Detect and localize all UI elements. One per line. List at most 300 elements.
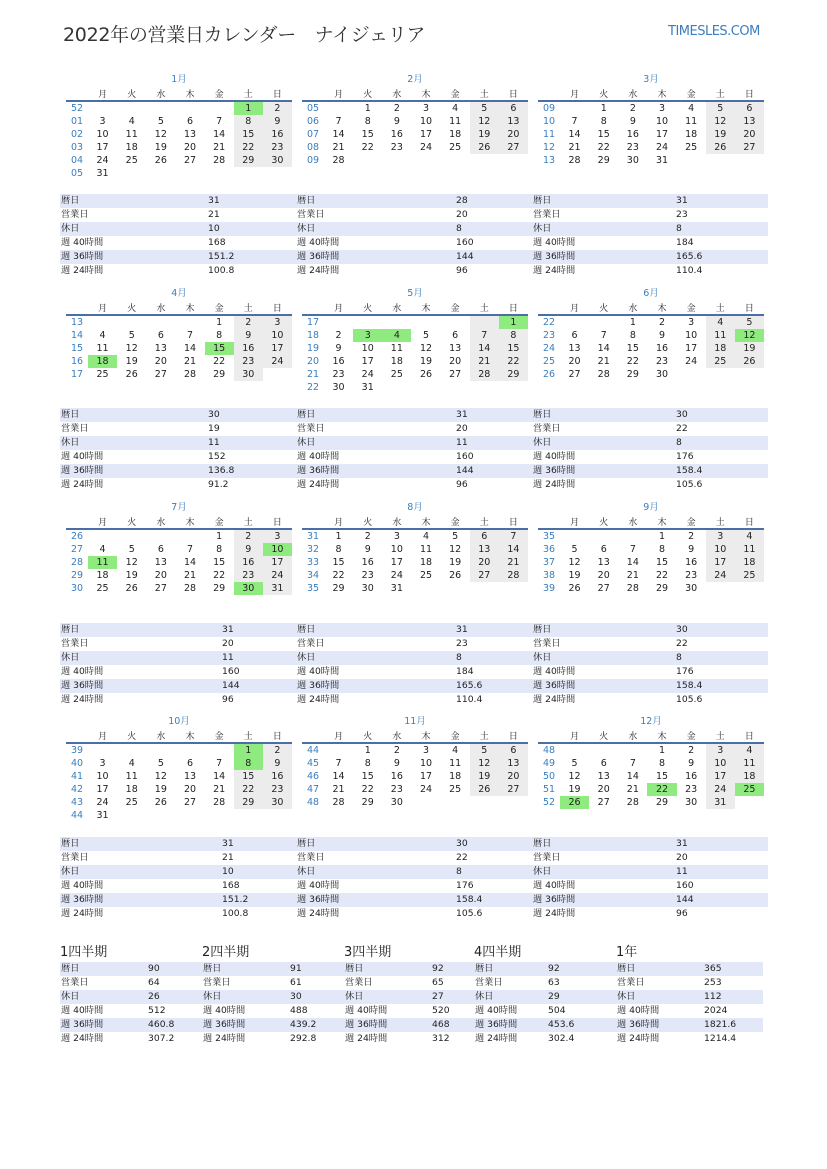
day-cell: 10 [685, 330, 698, 341]
day-cell: 28 [332, 797, 345, 808]
day-cell: 20 [568, 356, 581, 367]
day-cell: 16 [263, 128, 292, 141]
week-number-header [538, 87, 560, 101]
week-row [66, 154, 292, 167]
empty-cell [499, 796, 528, 809]
day-cell: 4 [99, 330, 106, 341]
stat-value: 8 [675, 436, 768, 450]
weekday-header: 日 [263, 729, 292, 743]
day-cell: 15 [332, 557, 345, 568]
stat-row [532, 478, 768, 492]
weekday-header: 月 [88, 87, 117, 101]
day-cell: 5 [157, 116, 164, 127]
stat-value: 136.8 [207, 464, 296, 478]
month-name: 10月 [168, 716, 190, 727]
day-cell: 14 [626, 771, 639, 782]
stat-row [296, 250, 532, 264]
week-row [538, 556, 764, 569]
day-cell: 17 [706, 770, 735, 783]
stat-value: 176 [675, 665, 768, 679]
empty-cell [470, 154, 499, 167]
day-cell: 1 [364, 103, 371, 114]
stat-label: 週 40時間 [296, 236, 455, 250]
stat-label: 営業日 [616, 976, 703, 990]
day-cell: 18 [390, 356, 403, 367]
empty-cell [88, 315, 117, 329]
empty-cell [117, 315, 146, 329]
stat-value: 504 [547, 1004, 621, 1018]
stat-value: 165.6 [675, 250, 768, 264]
week-row [538, 101, 764, 115]
day-cell: 29 [213, 369, 226, 380]
day-cell: 28 [597, 369, 610, 380]
week-number-header [66, 515, 88, 529]
day-cell: 13 [470, 543, 499, 556]
stat-value: 23 [675, 208, 768, 222]
month-stats [296, 623, 532, 707]
day-cell: 20 [183, 142, 197, 153]
day-cell: 20 [154, 570, 167, 581]
day-cell: 12 [125, 557, 138, 568]
stat-label: 休日 [296, 436, 455, 450]
stat-label: 週 40時間 [474, 1004, 547, 1018]
stat-label: 週 36時間 [60, 1018, 147, 1032]
quarter-title: 1四半期 [60, 945, 108, 960]
empty-cell [263, 368, 292, 381]
day-cell: 18 [706, 342, 735, 355]
weekday-header: 水 [382, 301, 411, 315]
day-cell: 27 [470, 569, 499, 582]
week-number: 29 [71, 570, 84, 581]
week-row [538, 796, 764, 809]
site-logo[interactable]: TIMESLES.COM [668, 24, 760, 39]
stat-value: 65 [431, 976, 491, 990]
stat-row [60, 236, 296, 250]
week-row [302, 796, 528, 809]
empty-cell [263, 167, 292, 180]
stat-row [532, 907, 768, 921]
stat-label: 暦日 [296, 194, 455, 208]
empty-cell [88, 529, 117, 543]
day-cell: 5 [157, 758, 164, 769]
stat-row [296, 893, 532, 907]
quarter-block [60, 944, 207, 1046]
day-cell: 9 [263, 115, 292, 128]
stat-value: 168 [221, 879, 296, 893]
stat-row [60, 194, 296, 208]
stat-label: 休日 [296, 651, 455, 665]
stat-value: 292.8 [289, 1032, 349, 1046]
day-cell: 17 [361, 356, 374, 367]
week-number-header [538, 301, 560, 315]
stat-label: 休日 [616, 990, 703, 1004]
stat-label: 週 36時間 [296, 893, 455, 907]
stat-label: 休日 [60, 651, 221, 665]
week-number: 41 [71, 771, 84, 782]
quarter-stats [60, 962, 207, 1046]
week-row [66, 582, 292, 595]
day-cell: 25 [706, 355, 735, 368]
day-cell: 20 [597, 570, 610, 581]
quarter-block [616, 944, 763, 1046]
empty-cell [117, 743, 146, 757]
week-number: 19 [307, 343, 320, 354]
day-cell: 24 [706, 569, 735, 582]
month-name: 8月 [407, 502, 423, 513]
day-cell: 6 [470, 529, 499, 543]
month-table [538, 87, 764, 167]
stat-value: 20 [221, 637, 296, 651]
stat-value: 144 [675, 893, 768, 907]
day-cell: 2 [335, 330, 342, 341]
weekday-header: 土 [234, 729, 263, 743]
stat-label: 暦日 [296, 837, 455, 851]
day-cell: 7 [335, 116, 342, 127]
week-row [66, 167, 292, 180]
month-name: 1月 [171, 74, 187, 85]
day-cell: 29 [626, 369, 639, 380]
stat-value: 92 [547, 962, 621, 976]
weekday-header: 土 [706, 515, 735, 529]
week-number: 37 [543, 557, 556, 568]
week-row [66, 141, 292, 154]
stat-value: 176 [675, 450, 768, 464]
day-cell: 21 [470, 355, 499, 368]
stat-label: 暦日 [474, 962, 547, 976]
stat-row [474, 962, 621, 976]
day-cell: 28 [499, 569, 528, 582]
stat-value: 30 [207, 408, 296, 422]
stat-row [60, 679, 296, 693]
stat-row [296, 408, 532, 422]
stat-row [60, 436, 296, 450]
stat-row [616, 1018, 763, 1032]
day-cell: 9 [263, 757, 292, 770]
week-row [302, 101, 528, 115]
day-cell: 12 [735, 329, 764, 342]
day-cell: 15 [655, 771, 669, 782]
day-cell: 24 [263, 569, 292, 582]
weekday-header: 金 [677, 301, 706, 315]
weekday-header: 水 [146, 301, 175, 315]
empty-cell [411, 315, 440, 329]
stat-row [60, 990, 207, 1004]
weekday-header: 日 [499, 301, 528, 315]
day-cell: 4 [452, 745, 459, 756]
weekday-header: 木 [175, 87, 204, 101]
day-cell: 14 [332, 129, 345, 140]
stat-row [60, 450, 296, 464]
day-cell: 10 [419, 116, 433, 127]
stat-value: 30 [289, 990, 349, 1004]
day-cell: 29 [499, 368, 528, 381]
stat-label: 週 40時間 [60, 665, 221, 679]
day-cell: 19 [419, 356, 433, 367]
empty-cell [441, 315, 470, 329]
week-row [66, 809, 292, 822]
week-number: 02 [71, 129, 84, 140]
week-number: 48 [543, 745, 556, 756]
day-cell: 12 [154, 771, 167, 782]
month-table [302, 301, 528, 394]
empty-cell [205, 743, 234, 757]
month-table [66, 515, 292, 595]
day-cell: 26 [154, 797, 167, 808]
month-table [66, 729, 292, 822]
day-cell: 5 [470, 743, 499, 757]
stat-label: 休日 [532, 865, 675, 879]
day-cell: 18 [449, 771, 462, 782]
week-number-header [66, 87, 88, 101]
weekday-header: 日 [499, 729, 528, 743]
weekday-header: 日 [735, 87, 764, 101]
stat-value: 307.2 [147, 1032, 207, 1046]
day-cell: 24 [263, 355, 292, 368]
day-cell: 24 [419, 142, 433, 153]
day-cell: 18 [125, 142, 138, 153]
week-number: 33 [307, 557, 320, 568]
day-cell: 23 [361, 570, 374, 581]
day-cell: 17 [263, 556, 292, 569]
empty-cell [499, 582, 528, 595]
week-row [66, 556, 292, 569]
stat-row [532, 665, 768, 679]
weekday-header: 火 [589, 515, 618, 529]
day-cell: 3 [422, 745, 430, 756]
week-number: 16 [71, 356, 84, 367]
day-cell: 29 [655, 797, 669, 808]
day-cell: 10 [263, 543, 292, 556]
day-cell: 23 [685, 784, 698, 795]
day-cell: 20 [154, 356, 167, 367]
day-cell: 13 [597, 771, 610, 782]
day-cell: 4 [688, 103, 695, 114]
day-cell: 16 [390, 771, 403, 782]
empty-cell [234, 167, 263, 180]
weekday-header: 水 [618, 515, 647, 529]
day-cell: 11 [685, 116, 698, 127]
weekday-header: 木 [647, 301, 676, 315]
day-cell: 31 [361, 382, 374, 393]
day-cell: 3 [353, 329, 382, 342]
stat-row [532, 222, 768, 236]
stat-label: 休日 [202, 990, 289, 1004]
day-cell: 21 [568, 142, 581, 153]
day-cell: 25 [125, 797, 138, 808]
day-cell: 27 [449, 369, 462, 380]
day-cell: 4 [382, 329, 411, 342]
stat-row [60, 422, 296, 436]
day-cell: 25 [96, 583, 109, 594]
month-name: 7月 [171, 502, 187, 513]
empty-cell [560, 743, 589, 757]
day-cell: 17 [96, 142, 109, 153]
month-calendar [66, 73, 292, 180]
week-number: 52 [543, 797, 556, 808]
day-cell: 16 [655, 343, 669, 354]
week-number: 51 [543, 784, 556, 795]
day-cell: 30 [685, 797, 698, 808]
stat-row [296, 464, 532, 478]
stat-value: 20 [455, 208, 532, 222]
stat-label: 週 24時間 [532, 693, 675, 707]
day-cell: 3 [422, 103, 430, 114]
day-cell: 20 [597, 784, 610, 795]
weekday-header: 月 [560, 729, 589, 743]
weekday-header: 日 [735, 301, 764, 315]
empty-cell [411, 154, 440, 167]
day-cell: 21 [332, 142, 345, 153]
month-name: 11月 [404, 716, 426, 727]
weekday-header: 金 [205, 515, 234, 529]
stat-label: 週 40時間 [296, 879, 455, 893]
day-cell: 8 [234, 115, 263, 128]
day-cell: 8 [499, 329, 528, 342]
week-number: 27 [71, 544, 84, 555]
stat-label: 暦日 [60, 623, 221, 637]
stat-label: 休日 [474, 990, 547, 1004]
weekday-header: 木 [175, 729, 204, 743]
month-calendar [66, 715, 292, 822]
stat-value: 31 [207, 194, 296, 208]
week-number-header [302, 729, 324, 743]
day-cell: 13 [568, 343, 581, 354]
day-cell: 15 [205, 342, 234, 355]
day-cell: 5 [735, 315, 764, 329]
day-cell: 26 [568, 583, 581, 594]
week-number: 49 [543, 758, 556, 769]
day-cell: 18 [735, 556, 764, 569]
day-cell: 5 [422, 330, 430, 341]
day-cell: 16 [234, 556, 263, 569]
stat-row [60, 865, 296, 879]
month-name: 9月 [643, 502, 659, 513]
day-cell: 6 [600, 544, 607, 555]
stat-row [60, 408, 296, 422]
week-row [538, 582, 764, 595]
weekday-header: 月 [324, 515, 353, 529]
day-cell: 11 [390, 343, 403, 354]
week-row [302, 582, 528, 595]
day-cell: 4 [128, 758, 135, 769]
day-cell: 22 [234, 141, 263, 154]
stat-row [296, 436, 532, 450]
day-cell: 3 [99, 116, 106, 127]
weekday-header: 木 [647, 515, 676, 529]
week-number: 09 [307, 155, 320, 166]
stat-value: 160 [675, 879, 768, 893]
stat-value: 151.2 [207, 250, 296, 264]
week-row [538, 529, 764, 543]
day-cell: 11 [125, 771, 138, 782]
week-number: 18 [307, 330, 320, 341]
week-row [538, 757, 764, 770]
day-cell: 13 [183, 771, 197, 782]
day-cell: 29 [332, 583, 345, 594]
stat-label: 週 36時間 [60, 250, 207, 264]
stat-label: 週 24時間 [296, 478, 455, 492]
stat-label: 営業日 [60, 208, 207, 222]
month-calendar [66, 501, 292, 595]
stat-row [532, 264, 768, 278]
month-table [66, 87, 292, 180]
stat-value: 30 [675, 623, 768, 637]
day-cell: 25 [449, 142, 462, 153]
day-cell: 20 [470, 556, 499, 569]
stat-label: 休日 [532, 436, 675, 450]
day-cell: 7 [216, 116, 223, 127]
day-cell: 10 [390, 544, 403, 555]
stat-value: 11 [207, 436, 296, 450]
day-cell: 5 [470, 101, 499, 115]
week-number: 14 [71, 330, 84, 341]
day-cell: 23 [234, 355, 263, 368]
empty-cell [589, 529, 618, 543]
stat-row [60, 837, 296, 851]
stat-value: 100.8 [207, 264, 296, 278]
week-number: 48 [307, 797, 320, 808]
weekday-header: 金 [205, 729, 234, 743]
week-row [302, 342, 528, 355]
weekday-header: 金 [677, 729, 706, 743]
empty-cell [560, 315, 589, 329]
stat-row [60, 250, 296, 264]
day-cell: 22 [655, 570, 669, 581]
stat-label: 週 36時間 [474, 1018, 547, 1032]
stat-row [60, 1032, 207, 1046]
stat-label: 暦日 [344, 962, 431, 976]
stat-label: 週 36時間 [202, 1018, 289, 1032]
stat-row [616, 962, 763, 976]
day-cell: 30 [361, 583, 374, 594]
week-row [538, 543, 764, 556]
quarter-block [474, 944, 621, 1046]
month-calendar [538, 287, 764, 381]
stat-value: 110.4 [455, 693, 532, 707]
stat-value: 31 [221, 837, 296, 851]
day-cell: 21 [183, 570, 197, 581]
stat-value: 160 [221, 665, 296, 679]
day-cell: 15 [626, 343, 639, 354]
day-cell: 8 [216, 544, 223, 555]
stat-label: 週 24時間 [60, 478, 207, 492]
empty-cell [735, 582, 764, 595]
day-cell: 19 [154, 784, 167, 795]
weekday-header: 土 [234, 87, 263, 101]
week-row [302, 556, 528, 569]
day-cell: 27 [154, 369, 167, 380]
month-stats [296, 408, 532, 492]
stat-row [474, 1018, 621, 1032]
week-row [538, 342, 764, 355]
month-calendar [538, 501, 764, 595]
month-name: 4月 [171, 288, 187, 299]
day-cell: 30 [626, 155, 639, 166]
stat-label: 週 40時間 [60, 1004, 147, 1018]
stat-label: 営業日 [532, 422, 675, 436]
month-table [66, 301, 292, 381]
day-cell: 2 [263, 743, 292, 757]
weekday-header: 土 [470, 515, 499, 529]
day-cell: 27 [183, 797, 197, 808]
stat-label: 休日 [532, 222, 675, 236]
week-number: 04 [71, 155, 84, 166]
stat-label: 週 40時間 [60, 236, 207, 250]
stat-row [60, 907, 296, 921]
day-cell: 7 [600, 330, 607, 341]
weekday-header: 日 [735, 515, 764, 529]
empty-cell [146, 529, 175, 543]
